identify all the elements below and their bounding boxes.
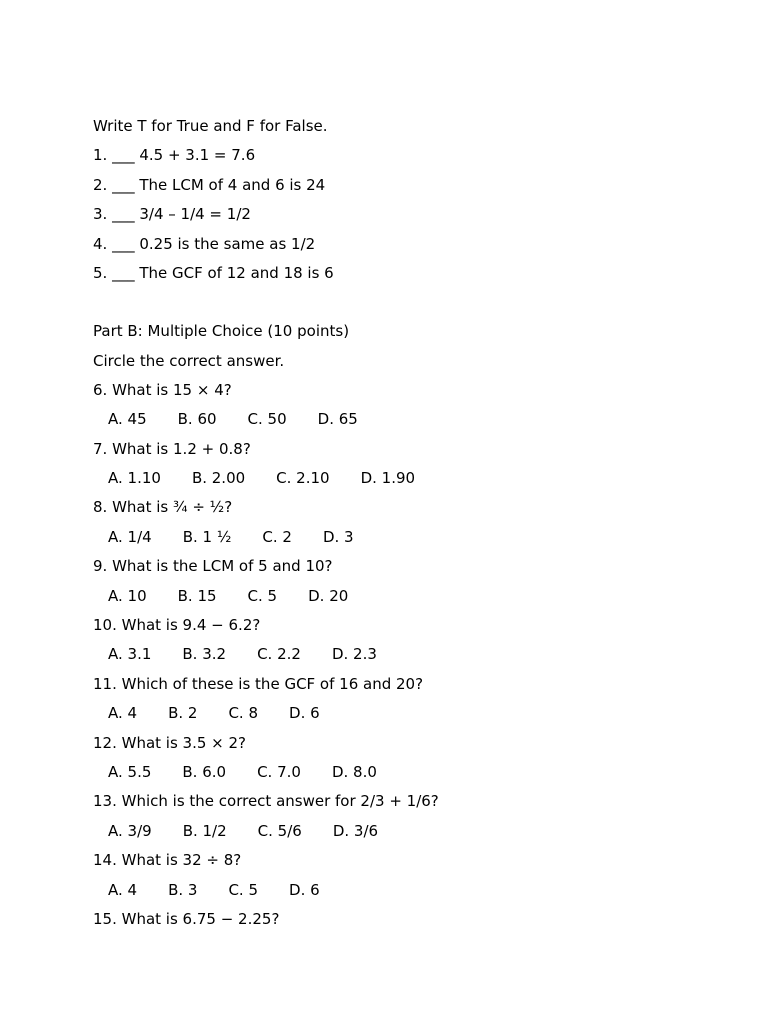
question-14-choices xyxy=(93,880,713,909)
question-10: 10. What is 9.4 − 6.2? xyxy=(93,616,261,635)
question-6-choices xyxy=(93,409,713,438)
question-8-choices xyxy=(93,527,713,556)
choice-b[interactable]: B. 1/2 xyxy=(182,821,227,840)
choice-b[interactable]: B. 6.0 xyxy=(182,763,227,781)
question-12-choices xyxy=(93,762,713,791)
choice-a[interactable]: A. 1.10 xyxy=(108,469,161,488)
choice-b[interactable]: B. 60 xyxy=(177,410,217,429)
choice-a[interactable]: A. 5.5 xyxy=(108,763,152,781)
choice-c[interactable]: C. 5/6 xyxy=(257,821,302,840)
choice-c[interactable]: C. 2.2 xyxy=(257,645,301,664)
choice-d[interactable]: D. 65 xyxy=(317,410,358,429)
question-9-choices xyxy=(93,586,713,615)
choice-d[interactable]: D. 3 xyxy=(322,527,354,546)
choice-a[interactable]: A. 3/9 xyxy=(108,821,152,840)
choice-a[interactable]: A. 3.1 xyxy=(108,645,152,664)
choice-b[interactable]: B. 3 xyxy=(168,880,198,899)
question-14: 14. What is 32 ÷ 8? xyxy=(93,851,242,870)
question-10-choices xyxy=(93,644,713,673)
question-7: 7. What is 1.2 + 0.8? xyxy=(93,439,251,458)
choice-d[interactable]: D. 8.0 xyxy=(331,763,377,781)
true-false-item: 5. ___ The GCF of 12 and 18 is 6 xyxy=(93,263,334,282)
question-13-choices xyxy=(93,821,713,850)
true-false-item: 2. ___ The LCM of 4 and 6 is 24 xyxy=(93,175,326,194)
question-13: 13. Which is the correct answer for 2/3 + 1/6? xyxy=(93,792,439,811)
choice-b[interactable]: B. 3.2 xyxy=(182,645,227,664)
question-11-choices xyxy=(93,703,713,732)
choice-a[interactable]: A. 10 xyxy=(108,586,147,605)
question-9: 9. What is the LCM of 5 and 10? xyxy=(93,557,333,576)
choice-b[interactable]: B. 2 xyxy=(168,704,198,723)
question-11: 11. Which of these is the GCF of 16 and 20? xyxy=(93,674,424,693)
choice-c[interactable]: C. 5 xyxy=(228,880,259,899)
choice-a[interactable]: A. 1/4 xyxy=(108,527,152,546)
true-false-item: 4. ___ 0.25 is the same as 1/2 xyxy=(93,234,316,253)
choice-b[interactable]: B. 2.00 xyxy=(191,469,246,488)
worksheet-page xyxy=(93,116,713,938)
choice-a[interactable]: A. 4 xyxy=(108,704,138,723)
question-15: 15. What is 6.75 − 2.25? xyxy=(93,909,280,928)
choice-a[interactable]: A. 4 xyxy=(108,880,138,899)
part-b-instruction: Circle the correct answer. xyxy=(93,351,285,370)
choice-d[interactable]: D. 20 xyxy=(308,586,349,605)
choice-c[interactable]: C. 50 xyxy=(247,410,287,429)
choice-d[interactable]: D. 6 xyxy=(289,704,320,723)
question-8: 8. What is ¾ ÷ ½? xyxy=(93,498,233,517)
choice-c[interactable]: C. 8 xyxy=(228,704,259,723)
true-false-item: 3. ___ 3/4 – 1/4 = 1/2 xyxy=(93,205,251,224)
choice-b[interactable]: B. 15 xyxy=(177,586,217,605)
choice-d[interactable]: D. 2.3 xyxy=(331,645,377,664)
question-12: 12. What is 3.5 × 2? xyxy=(93,733,247,752)
section-spacer xyxy=(93,292,713,321)
choice-c[interactable]: C. 7.0 xyxy=(257,763,301,781)
choice-d[interactable]: D. 3/6 xyxy=(332,821,379,840)
part-a-instruction: Write T for True and F for False. xyxy=(93,117,328,135)
choice-d[interactable]: D. 1.90 xyxy=(360,469,416,488)
choice-c[interactable]: C. 2 xyxy=(262,527,292,546)
choice-c[interactable]: C. 5 xyxy=(247,586,278,605)
choice-a[interactable]: A. 45 xyxy=(108,410,147,429)
question-7-choices xyxy=(93,468,713,497)
true-false-item: 1. ___ 4.5 + 3.1 = 7.6 xyxy=(93,146,256,165)
part-b-heading: Part B: Multiple Choice (10 points) xyxy=(93,322,350,341)
question-6: 6. What is 15 × 4? xyxy=(93,380,232,399)
choice-b[interactable]: B. 1 ½ xyxy=(182,527,232,546)
choice-c[interactable]: C. 2.10 xyxy=(276,469,330,488)
choice-d[interactable]: D. 6 xyxy=(289,880,320,899)
